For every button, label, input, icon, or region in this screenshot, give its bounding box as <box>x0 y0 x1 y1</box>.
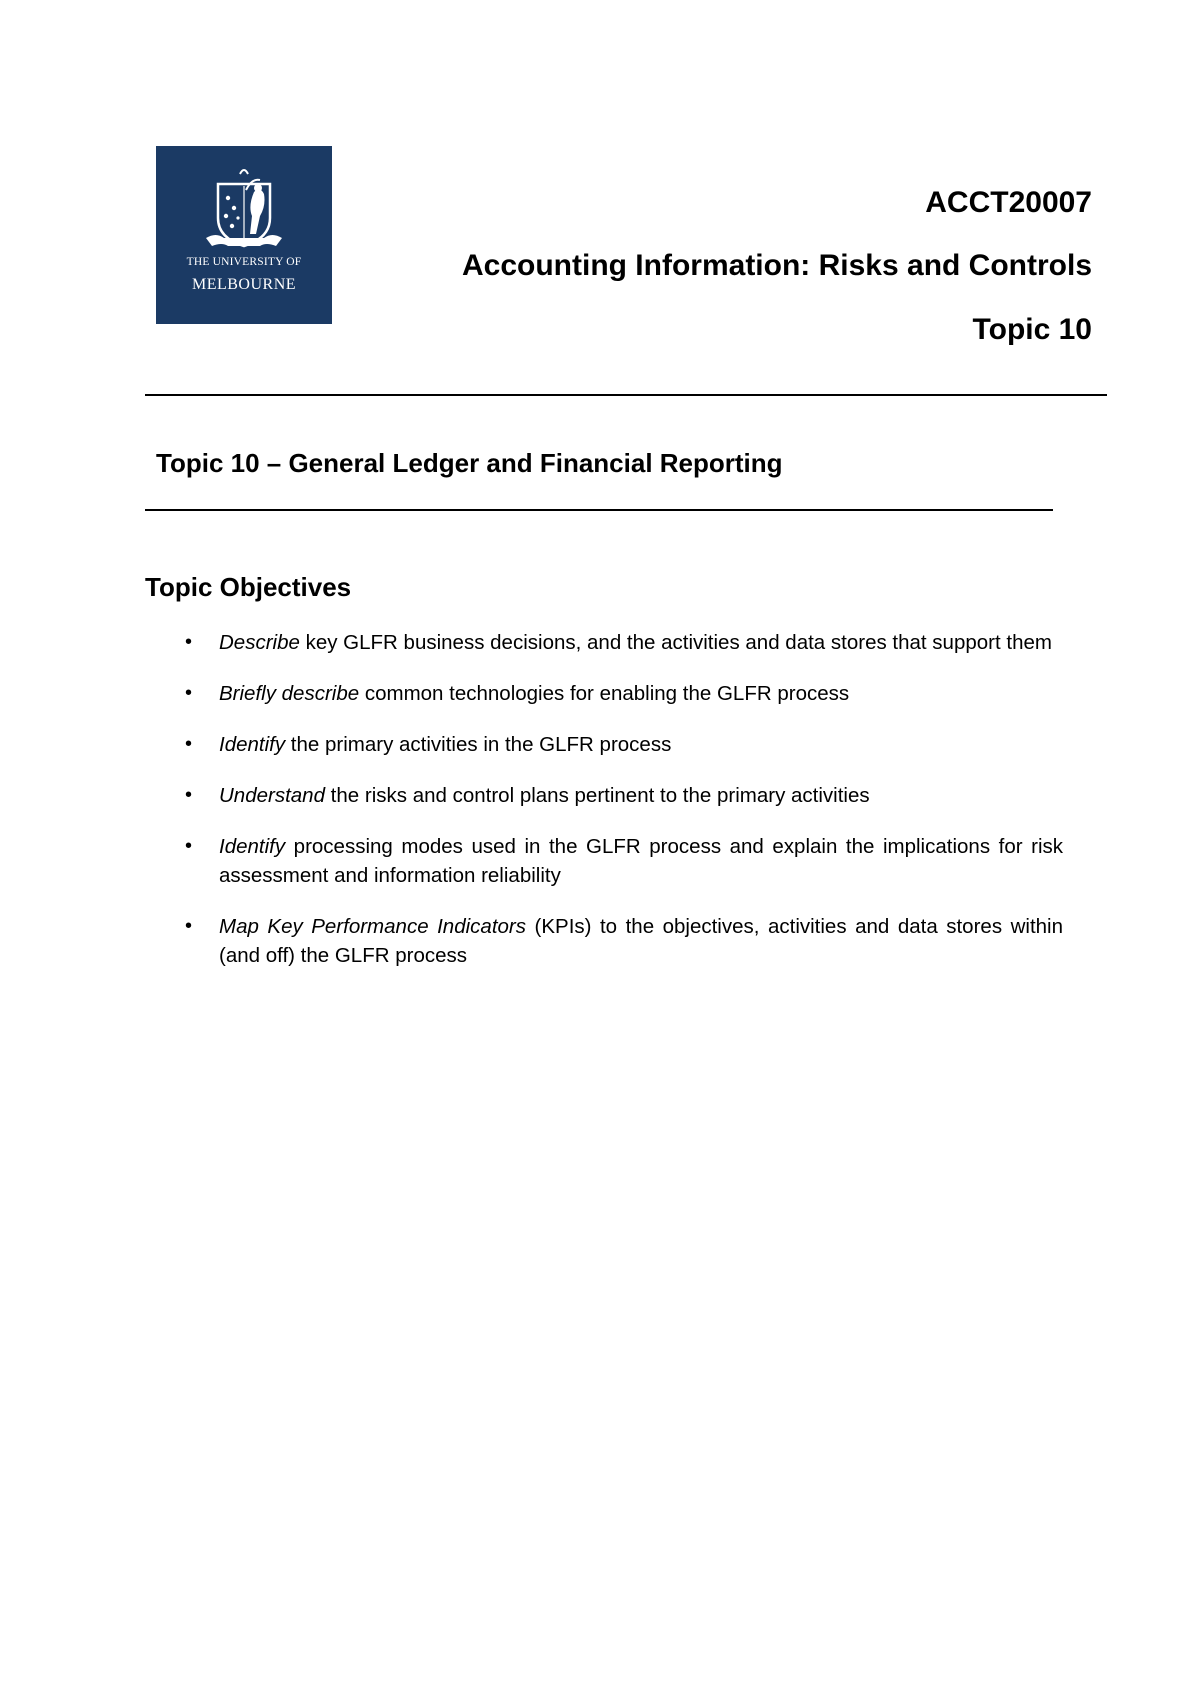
objective-item <box>145 679 1063 708</box>
crest-icon <box>156 146 332 256</box>
bullet-icon: • <box>185 682 193 704</box>
objective-item <box>145 781 1063 810</box>
objective-text: the primary activities in the GLFR process <box>285 733 672 756</box>
objective-text: (KPIs) to the objectives, activities and data stores within (and off) the GLFR process <box>219 915 1063 967</box>
objective-text: key GLFR business decisions, and the activities and data stores that support them <box>299 631 1052 654</box>
course-name: Accounting Information: Risks and Controls <box>461 249 1092 282</box>
objective-verb: Identify <box>219 733 286 756</box>
objectives-heading: Topic Objectives <box>145 572 352 602</box>
header-divider <box>145 394 1107 396</box>
topic-number: Topic 10 <box>972 313 1092 346</box>
objective-verb: Understand <box>219 784 325 807</box>
objective-item <box>145 912 1063 970</box>
objective-verb: Briefly describe <box>219 682 360 705</box>
logo-text-line2: MELBOURNE <box>191 276 297 293</box>
bullet-icon: • <box>185 835 193 857</box>
bullet-icon: • <box>185 915 193 937</box>
objective-verb: Identify <box>219 835 286 858</box>
objective-item <box>145 832 1063 890</box>
objective-text: the risks and control plans pertinent to the primary activities <box>324 784 870 807</box>
course-code: ACCT20007 <box>925 186 1092 219</box>
objective-item <box>145 628 1063 657</box>
objective-text: processing modes used in the GLFR process and explain the implications for risk assessment and information reliability <box>219 835 1063 887</box>
objective-text: common technologies for enabling the GLFR process <box>359 682 850 705</box>
objective-verb: Describe <box>219 631 300 654</box>
section-divider <box>145 509 1053 511</box>
bullet-icon: • <box>185 631 193 653</box>
bullet-icon: • <box>185 784 193 806</box>
logo-text-line1: THE UNIVERSITY OF <box>186 256 302 268</box>
bullet-icon: • <box>185 733 193 755</box>
section-title: Topic 10 – General Ledger and Financial Reporting <box>156 448 783 478</box>
university-logo <box>156 146 332 324</box>
objective-verb: Map Key Performance Indicators <box>219 915 526 938</box>
objectives-list <box>145 628 1063 992</box>
objective-item <box>145 730 1063 759</box>
